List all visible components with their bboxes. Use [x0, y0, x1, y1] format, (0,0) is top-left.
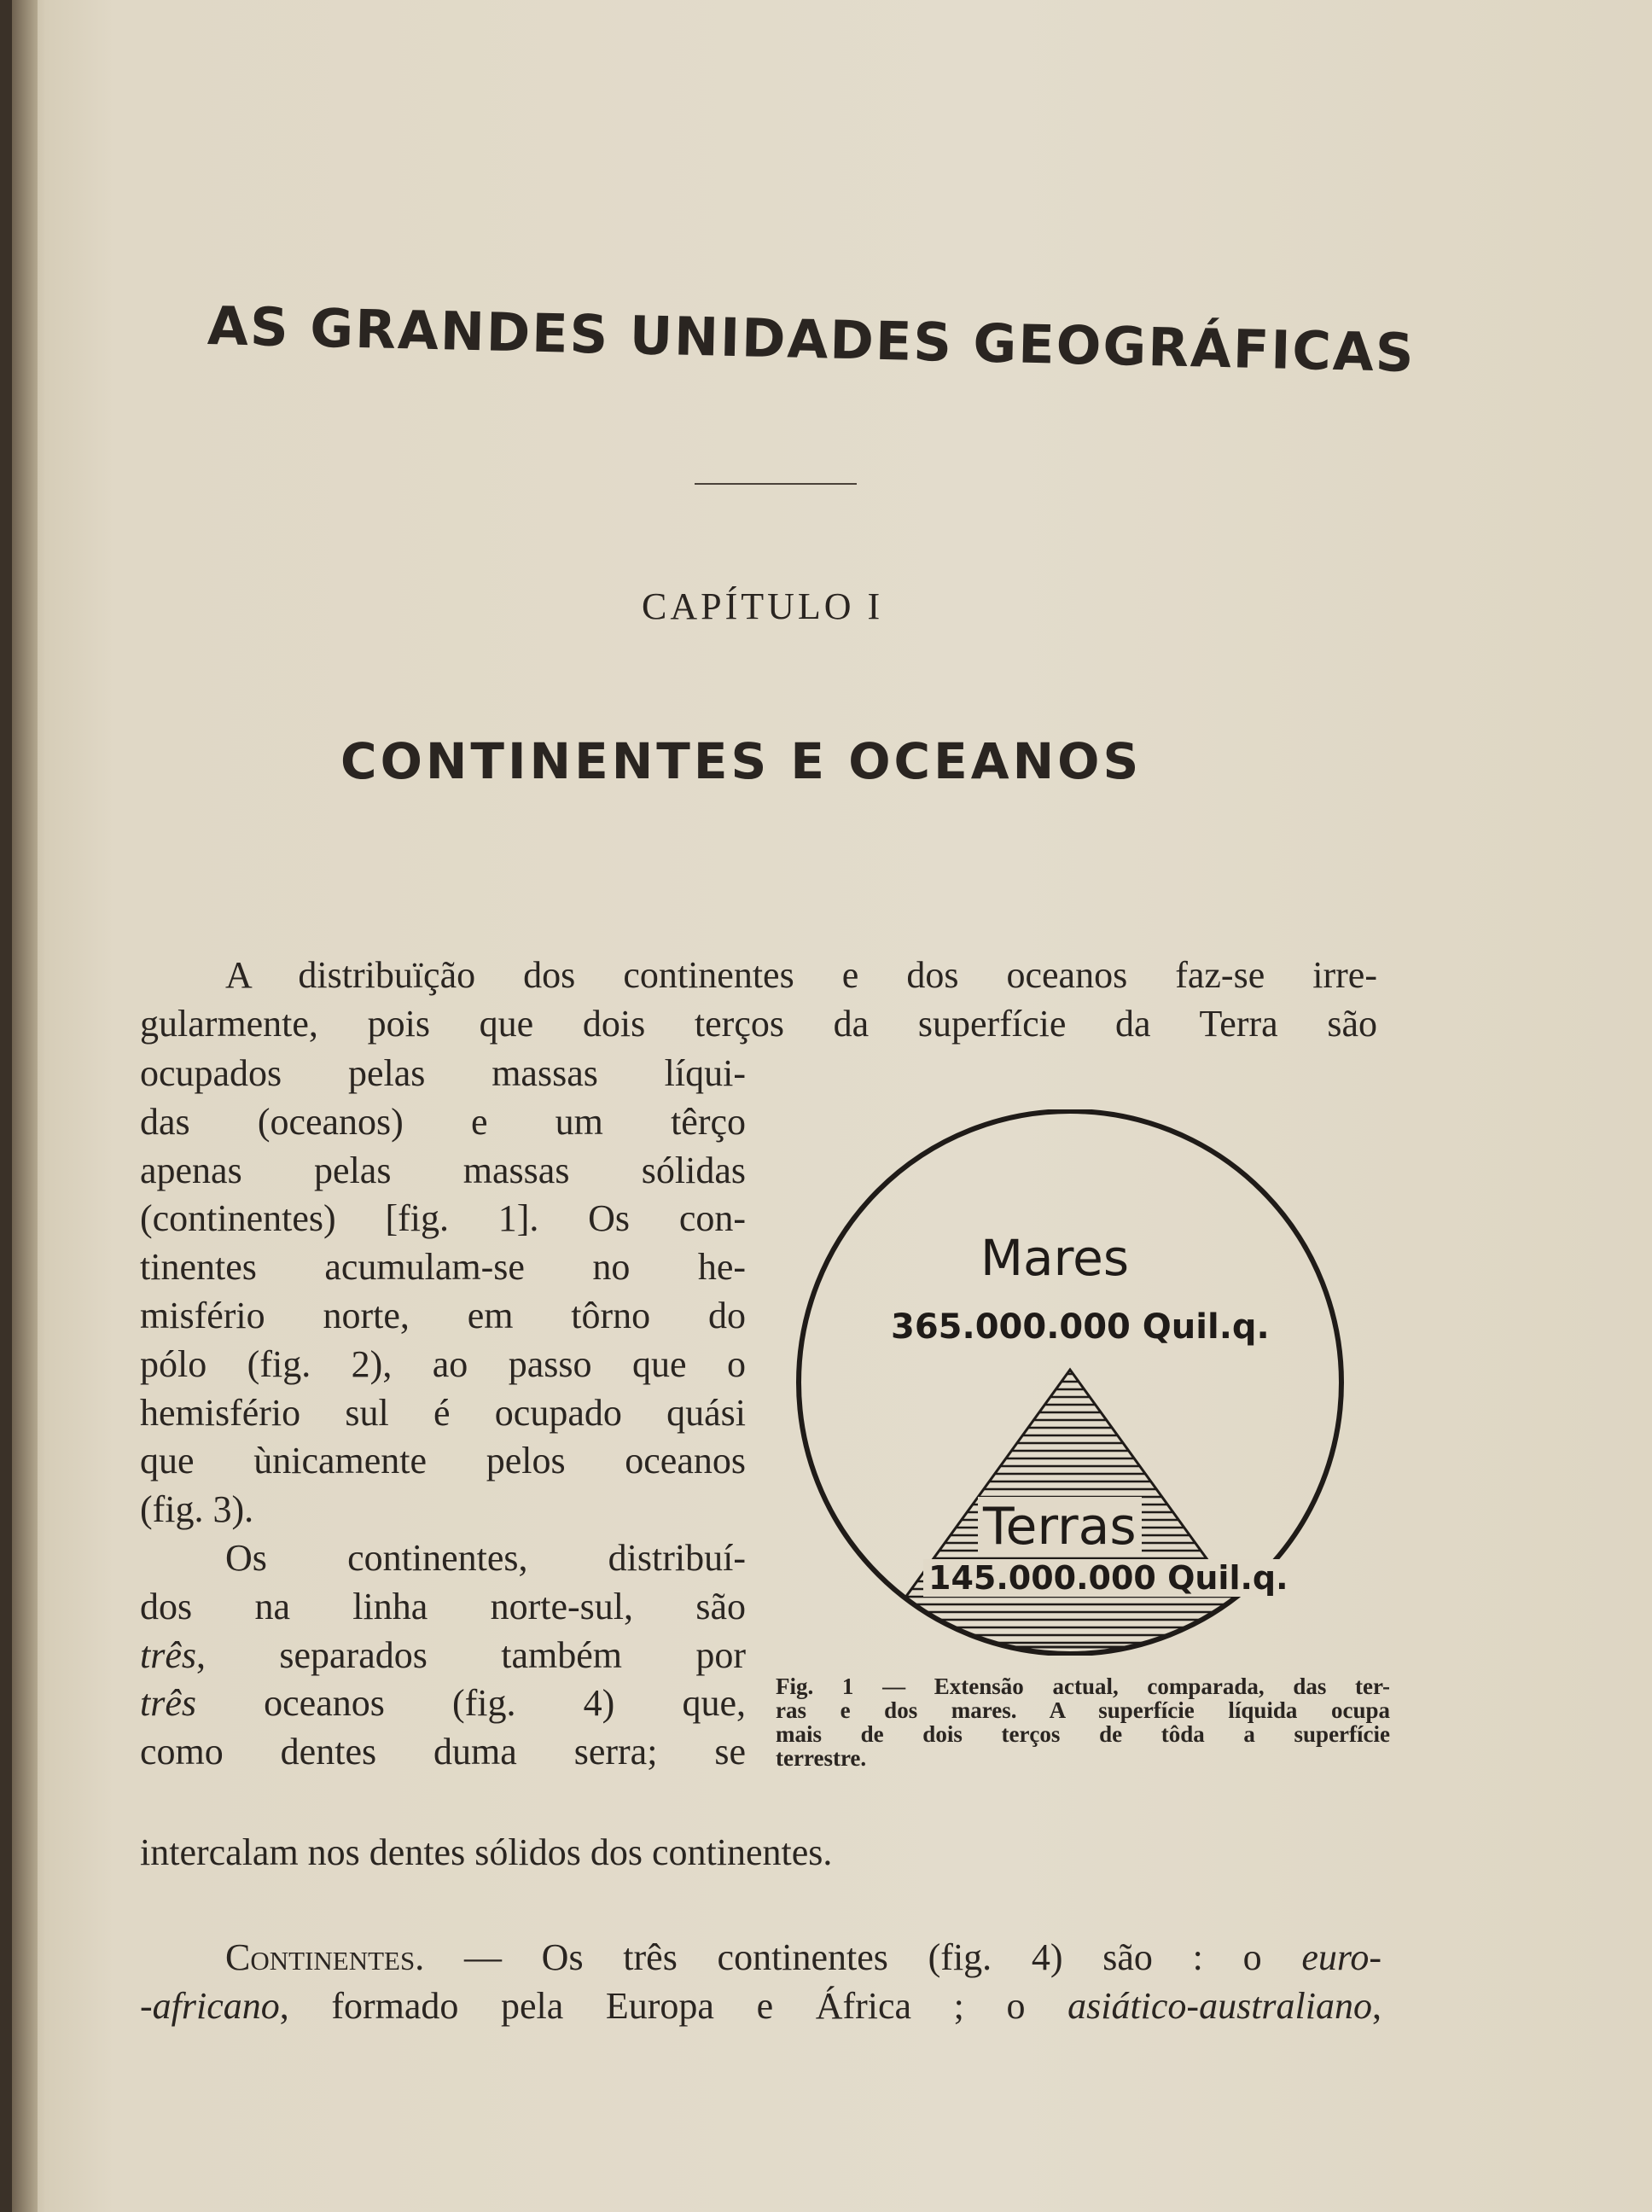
terras-label: Terras [978, 1497, 1142, 1557]
text-line: intercalam nos dentes sólidos dos continentes. [140, 1831, 833, 1873]
text-line: Continentes. — Os três continentes (fig. 4) são : o euro- [225, 1936, 1382, 1978]
title-divider [695, 483, 857, 485]
main-title: AS GRANDES UNIDADES GEOGRÁFICAS [206, 294, 1416, 385]
text-line: hemisfério sul é ocupado quási [140, 1391, 746, 1434]
mares-label: Mares [980, 1229, 1130, 1287]
intro-paragraph-wide [140, 952, 1377, 1049]
text-line: -africano, formado pela Europa e África ; o asiático-australiano, [140, 1984, 1382, 2027]
text-line: dos na linha norte-sul, são [140, 1585, 746, 1627]
text-line: apenas pelas massas sólidas [140, 1149, 746, 1191]
mares-value: 365.000.000 Quil.q. [891, 1307, 1270, 1347]
page-gutter [12, 0, 38, 2212]
section-heading: Continentes. [225, 1936, 425, 1978]
text-line: misfério norte, em tôrno do [140, 1294, 746, 1336]
text-line: tinentes acumulam-se no he- [140, 1246, 746, 1289]
text-line: (continentes) [fig. 1]. Os con- [140, 1197, 746, 1240]
chapter-number: CAPÍTULO I [642, 585, 884, 627]
text-line: gularmente, pois que dois terços da superfície da Terra são [140, 1002, 1377, 1045]
text-line: pólo (fig. 2), ao passo que o [140, 1342, 746, 1385]
text-line: A distribuïção dos continentes e dos oceanos faz-se irre- [225, 954, 1377, 996]
text-line: como dentes duma serra; se [140, 1731, 746, 1773]
terras-value: 145.000.000 Quil.q. [923, 1559, 1294, 1597]
text-line: das (oceanos) e um têrço [140, 1100, 746, 1143]
intro-paragraph-narrow [140, 1050, 746, 1777]
continentes-paragraph [140, 1934, 1382, 2031]
chapter-title: CONTINENTES E OCEANOS [340, 732, 1143, 790]
text-line: (fig. 3). [140, 1488, 254, 1531]
text-line: que ùnicamente pelos oceanos [140, 1440, 746, 1482]
text-line: três, separados também por [140, 1633, 746, 1676]
text-line: ocupados pelas massas líqui- [140, 1052, 746, 1094]
figure-1-diagram [780, 1109, 1360, 1656]
text-line: Os continentes, distribuí- [225, 1536, 746, 1579]
figure-1-caption: Fig. 1 — Extensão actual, comparada, das ter- ras e dos mares. A superfície líquida ocupa mais de dois terços de tôda a superfície terrestre. [776, 1674, 1390, 1771]
text-line: três oceanos (fig. 4) que, [140, 1682, 746, 1725]
book-page [12, 0, 1652, 2212]
paragraph-tail [140, 1829, 1096, 1877]
